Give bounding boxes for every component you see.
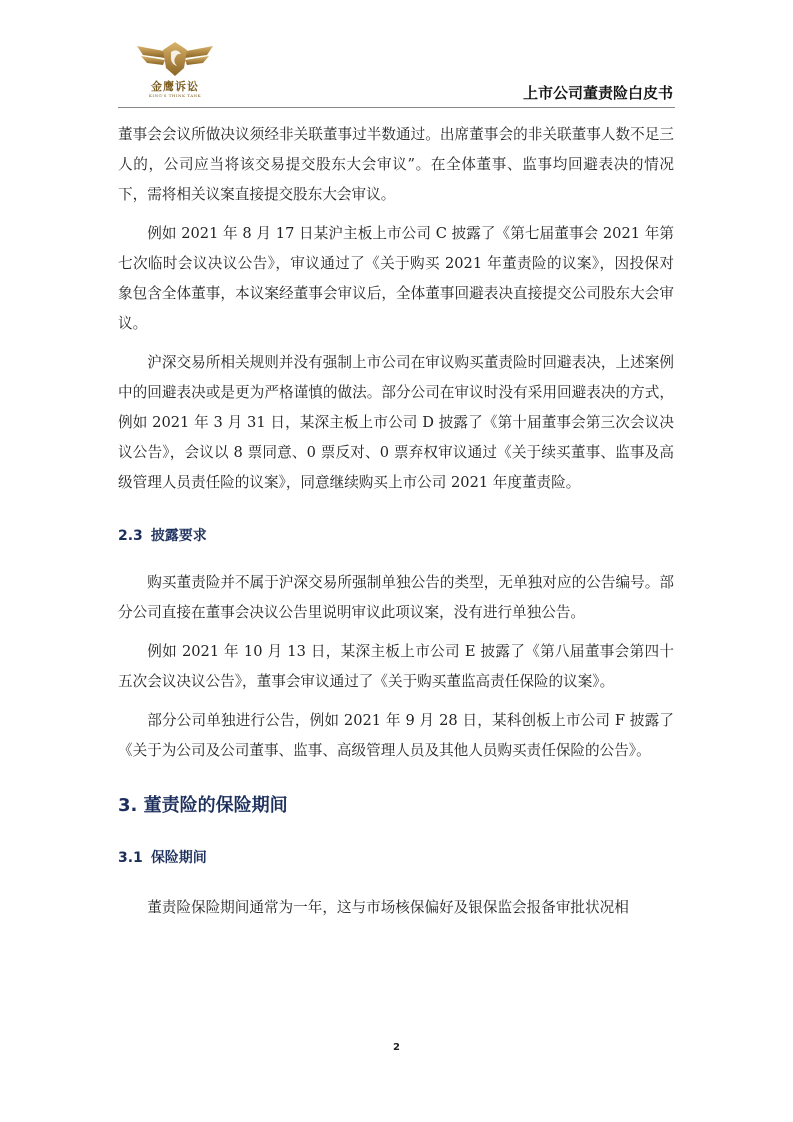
company-logo	[135, 38, 215, 100]
section-number: 2.3	[118, 528, 143, 544]
section-title: 披露要求	[150, 528, 207, 544]
paragraph-6: 部分公司单独进行公告，例如 2021 年 9 月 28 日，某科创板上市公司 F 披露了《关于为公司及公司董事、监事、高级管理人员及其他人员购买责任保险的公告》。	[118, 712, 674, 759]
paragraph-4: 购买董责险并不属于沪深交易所强制单独公告的类型，无单独对应的公告编号。部分公司直接在董事会决议公告里说明审议此项议案，没有进行单独公告。	[118, 574, 674, 621]
page-body	[118, 120, 674, 923]
logo-english-name: KING'S THINK TANK	[148, 93, 202, 98]
paragraph-3: 沪深交易所相关规则并没有强制上市公司在审议购买董责险时回避表决，上述案例中的回避表决或是更为严格谨慎的做法。部分公司在审议时没有采用回避表决的方式，例如 2021 年 3 月 31 日，某深主板上市公司 D 披露了《第十届董事会第三次会议决议公告》，会议以 8 票同意、0 票反对、0 票弃权审议通过《关于续买董事、监事及高级管理人员责任险的议案》，同意继续购买上市公司 2021 年度董责险。	[118, 354, 674, 491]
header-divider	[118, 107, 675, 108]
section-heading-3-1	[118, 848, 674, 868]
document-title: 上市公司董责险白皮书	[522, 84, 673, 102]
paragraph-5: 例如 2021 年 10 月 13 日，某深主板上市公司 E 披露了《第八届董事会第四十五次会议决议公告》，董事会审议通过了《关于购买董监高责任保险的议案》。	[118, 643, 674, 690]
section-number: 3.1	[118, 850, 143, 866]
paragraph-7: 董责险保险期间通常为一年，这与市场核保偏好及银保监会报备审批状况相	[147, 899, 629, 916]
section-title: 保险期间	[150, 850, 207, 866]
page-number: 2	[393, 1042, 400, 1053]
paragraph-1: 董事会会议所做决议须经非关联董事过半数通过。出席董事会的非关联董事人数不足三人的，公司应当将该交易提交股东大会审议”。在全体董事、监事均回避表决的情况下，需将相关议案直接提交股东大会审议。	[118, 126, 674, 203]
section-heading-3: 3. 董责险的保险期间	[118, 795, 288, 816]
logo-chinese-name: 金鹰诉讼	[151, 80, 199, 93]
paragraph-2: 例如 2021 年 8 月 17 日某沪主板上市公司 C 披露了《第七届董事会 2021 年第七次临时会议决议公告》，审议通过了《关于购买 2021 年董责险的议案》，因投保对象包含全体董事，本议案经董事会审议后，全体董事回避表决直接提交公司股东大会审议。	[118, 225, 674, 332]
eagle-wings-icon	[135, 38, 215, 80]
section-heading-2-3	[118, 526, 674, 546]
